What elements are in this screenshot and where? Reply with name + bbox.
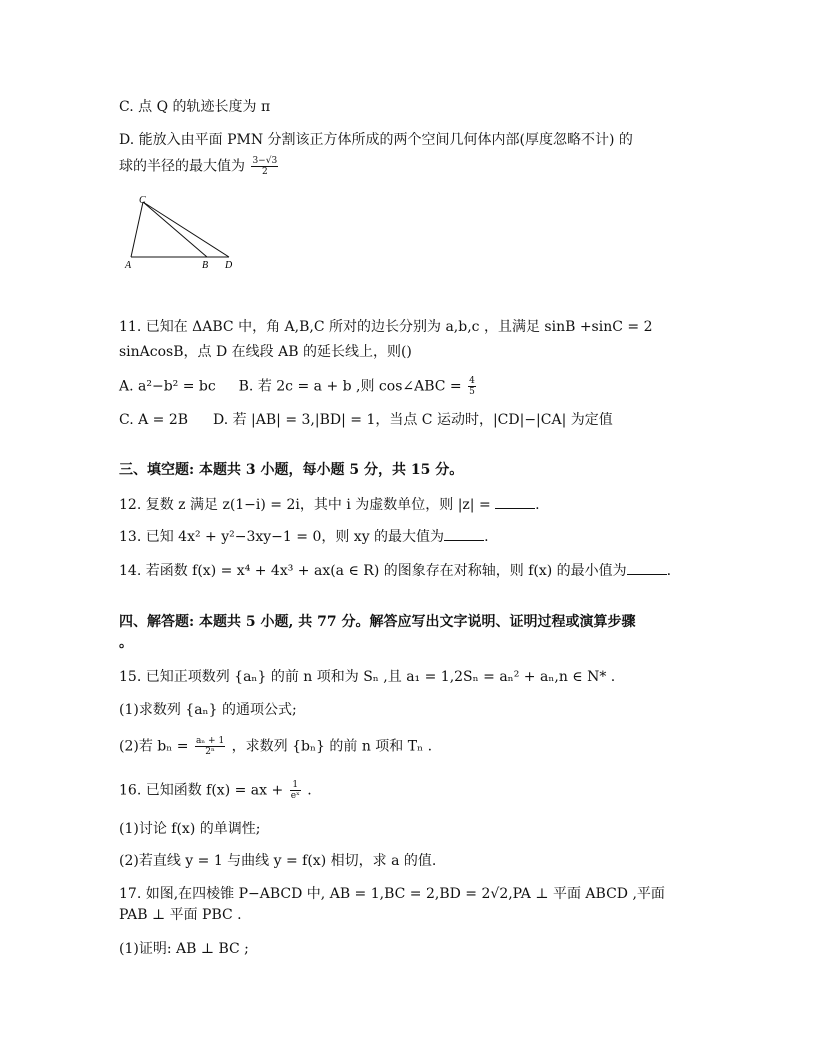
section3-title: 三、填空题: 本题共 3 小题，每小题 5 分，共 15 分。 (119, 462, 464, 478)
q16-pre: 16. 已知函数 f(x) = ax + (119, 782, 284, 799)
segment-cb (143, 202, 207, 257)
fraction-denominator: eˣ (290, 791, 300, 801)
q16-part1: (1)讨论 f(x) 的单调性; (119, 821, 261, 837)
q10-option-d-fraction (251, 156, 278, 177)
q13-end: . (484, 529, 489, 545)
q11-option-a: A. a²−b² = bc (119, 378, 216, 395)
q11-option-b-fraction (468, 376, 476, 397)
segment-ca (131, 202, 143, 257)
label-d: D (225, 260, 233, 271)
q11-option-b: B. 若 2c = a + b ,则 cos∠ABC = (238, 378, 462, 395)
q10-option-d-text: 球的半径的最大值为 (119, 158, 245, 175)
q14-answer-blank (627, 562, 667, 575)
q12-answer-blank (495, 496, 535, 509)
q14-text: 14. 若函数 f(x) = x⁴ + 4x³ + ax(a ∈ R) 的图象存在对称轴，则 f(x) 的最小值为 (119, 563, 627, 579)
q13-answer-blank (444, 528, 484, 541)
q15-part2 (119, 736, 432, 757)
q11-options-cd (119, 411, 613, 429)
q15-stem: 15. 已知正项数列 {aₙ} 的前 n 项和为 Sₙ ,且 a₁ = 1,2Sₙ = aₙ² + aₙ,n ∈ N* . (119, 669, 616, 685)
label-c: C (139, 195, 146, 206)
q13 (119, 528, 489, 546)
q15-part2-post: ，求数列 {bₙ} 的前 n 项和 Tₙ . (231, 738, 433, 755)
fraction-numerator: 1 (290, 780, 301, 791)
q12 (119, 496, 540, 514)
q10-option-c: C. 点 Q 的轨迹长度为 π (119, 99, 271, 115)
q11-stem-line2: sinAcosB，点 D 在线段 AB 的延长线上，则() (119, 344, 412, 360)
q11-options-ab (119, 376, 478, 397)
q16-post: . (307, 782, 312, 799)
q15-part1: (1)求数列 {aₙ} 的通项公式; (119, 702, 297, 718)
q11-option-c: C. A = 2B (119, 412, 189, 428)
q15-part2-pre: (2)若 bₙ = (119, 738, 189, 755)
section4-title-line2: 。 (119, 635, 133, 651)
q16-fraction (290, 780, 301, 801)
q10-option-d-line1: D. 能放入由平面 PMN 分割该正方体所成的两个空间几何体内部(厚度忽略不计) 的 (119, 132, 633, 148)
q17-stem-line2: PAB ⊥ 平面 PBC . (119, 907, 242, 923)
q14-end: . (666, 563, 672, 579)
segment-cd (143, 202, 229, 257)
q15-part2-fraction (195, 736, 225, 757)
q17-stem-line1: 17. 如图,在四棱锥 P−ABCD 中, AB = 1,BC = 2,BD = 2√2,PA ⊥ 平面 ABCD ,平面 (119, 886, 665, 902)
fraction-denominator: 2ⁿ (205, 747, 215, 757)
q12-end: . (535, 497, 540, 513)
label-a: A (125, 260, 132, 271)
triangle-figure (119, 192, 249, 272)
section4-title-line1: 四、解答题: 本题共 5 小题, 共 77 分。解答应写出文字说明、证明过程或演算步骤 (119, 614, 636, 630)
q17-part1: (1)证明: AB ⊥ BC ; (119, 941, 249, 957)
q13-text: 13. 已知 4x² + y²−3xy−1 = 0，则 xy 的最大值为 (119, 529, 445, 545)
q10-option-d-line2 (119, 156, 280, 177)
fraction-numerator: aₙ + 1 (195, 736, 225, 746)
q11-stem-line1: 11. 已知在 ΔABC 中，角 A,B,C 所对的边长分别为 a,b,c ，且满足 sinB +sinC = 2 (119, 319, 653, 335)
q12-text: 12. 复数 z 满足 z(1−i) = 2i，其中 i 为虚数单位，则 |z| = (119, 497, 496, 513)
q16-stem (119, 780, 312, 801)
label-b: B (202, 260, 209, 271)
fraction-denominator: 2 (261, 167, 268, 177)
q14 (119, 562, 671, 580)
fraction-numerator: 3−√3 (252, 156, 278, 166)
q16-part2: (2)若直线 y = 1 与曲线 y = f(x) 相切，求 a 的值. (119, 853, 437, 869)
fraction-denominator: 5 (469, 387, 475, 397)
fraction-numerator: 4 (469, 376, 475, 386)
q11-option-d: D. 若 |AB| = 3,|BD| = 1，当点 C 运动时，|CD|−|CA| 为定值 (212, 412, 613, 428)
